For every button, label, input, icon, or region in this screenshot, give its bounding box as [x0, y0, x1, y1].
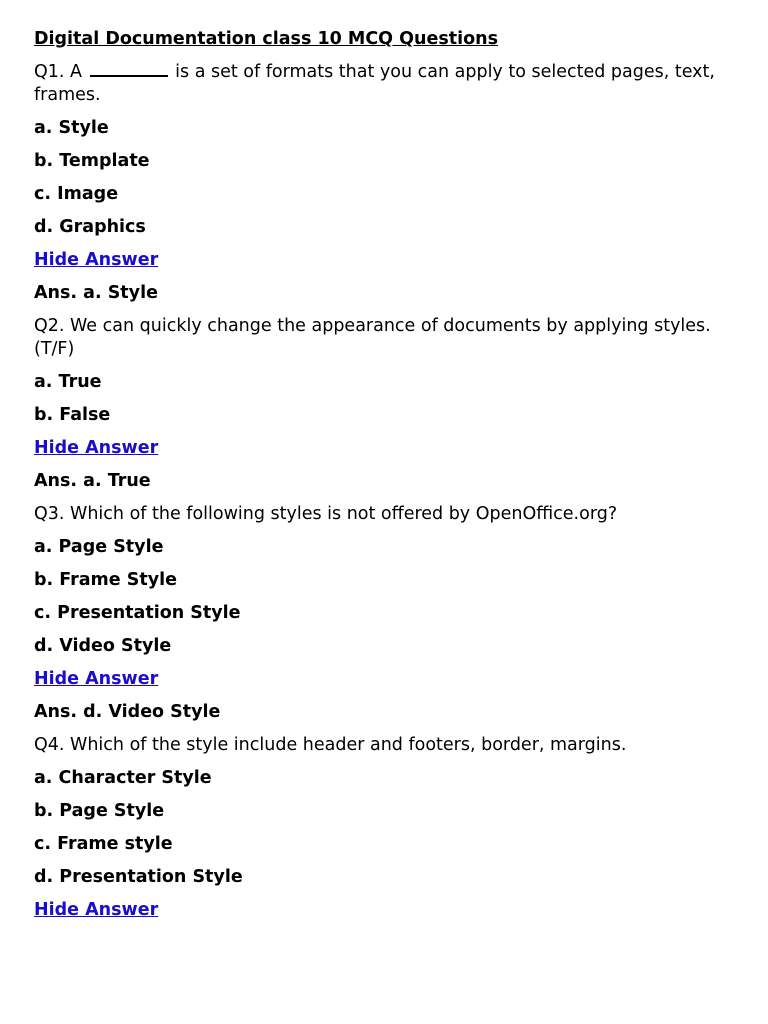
question-1-suffix: is a set of formats that you can apply to selected pages, text, frames. [34, 62, 715, 105]
question-1-option-b: b. Template [34, 151, 150, 171]
question-4-option-c: c. Frame style [34, 834, 173, 854]
question-1 [34, 61, 734, 107]
page-title: Digital Documentation class 10 MCQ Questions [34, 29, 499, 49]
question-4: Q4. Which of the style include header and footers, border, margins. [34, 735, 627, 755]
question-4-option-d: d. Presentation Style [34, 867, 243, 887]
question-3-option-b: b. Frame Style [34, 570, 177, 590]
question-2-answer: Ans. a. True [34, 471, 151, 491]
hide-answer-link-1[interactable]: Hide Answer [34, 250, 159, 270]
question-3-option-a: a. Page Style [34, 537, 164, 557]
question-4-option-a: a. Character Style [34, 768, 212, 788]
question-1-answer: Ans. a. Style [34, 283, 158, 303]
question-3: Q3. Which of the following styles is not offered by OpenOffice.org? [34, 504, 618, 524]
question-2-option-b: b. False [34, 405, 111, 425]
fill-in-blank [90, 61, 168, 77]
hide-answer-link-3[interactable]: Hide Answer [34, 669, 159, 689]
question-3-answer: Ans. d. Video Style [34, 702, 221, 722]
question-2-option-a: a. True [34, 372, 102, 392]
question-3-option-d: d. Video Style [34, 636, 172, 656]
question-1-option-a: a. Style [34, 118, 109, 138]
question-2: Q2. We can quickly change the appearance of documents by applying styles. (T/F) [34, 316, 711, 359]
hide-answer-link-2[interactable]: Hide Answer [34, 438, 159, 458]
question-1-option-c: c. Image [34, 184, 119, 204]
question-4-option-b: b. Page Style [34, 801, 165, 821]
question-3-option-c: c. Presentation Style [34, 603, 241, 623]
hide-answer-link-4[interactable]: Hide Answer [34, 900, 159, 920]
question-1-prefix: Q1. A [34, 62, 83, 82]
question-1-option-d: d. Graphics [34, 217, 146, 237]
